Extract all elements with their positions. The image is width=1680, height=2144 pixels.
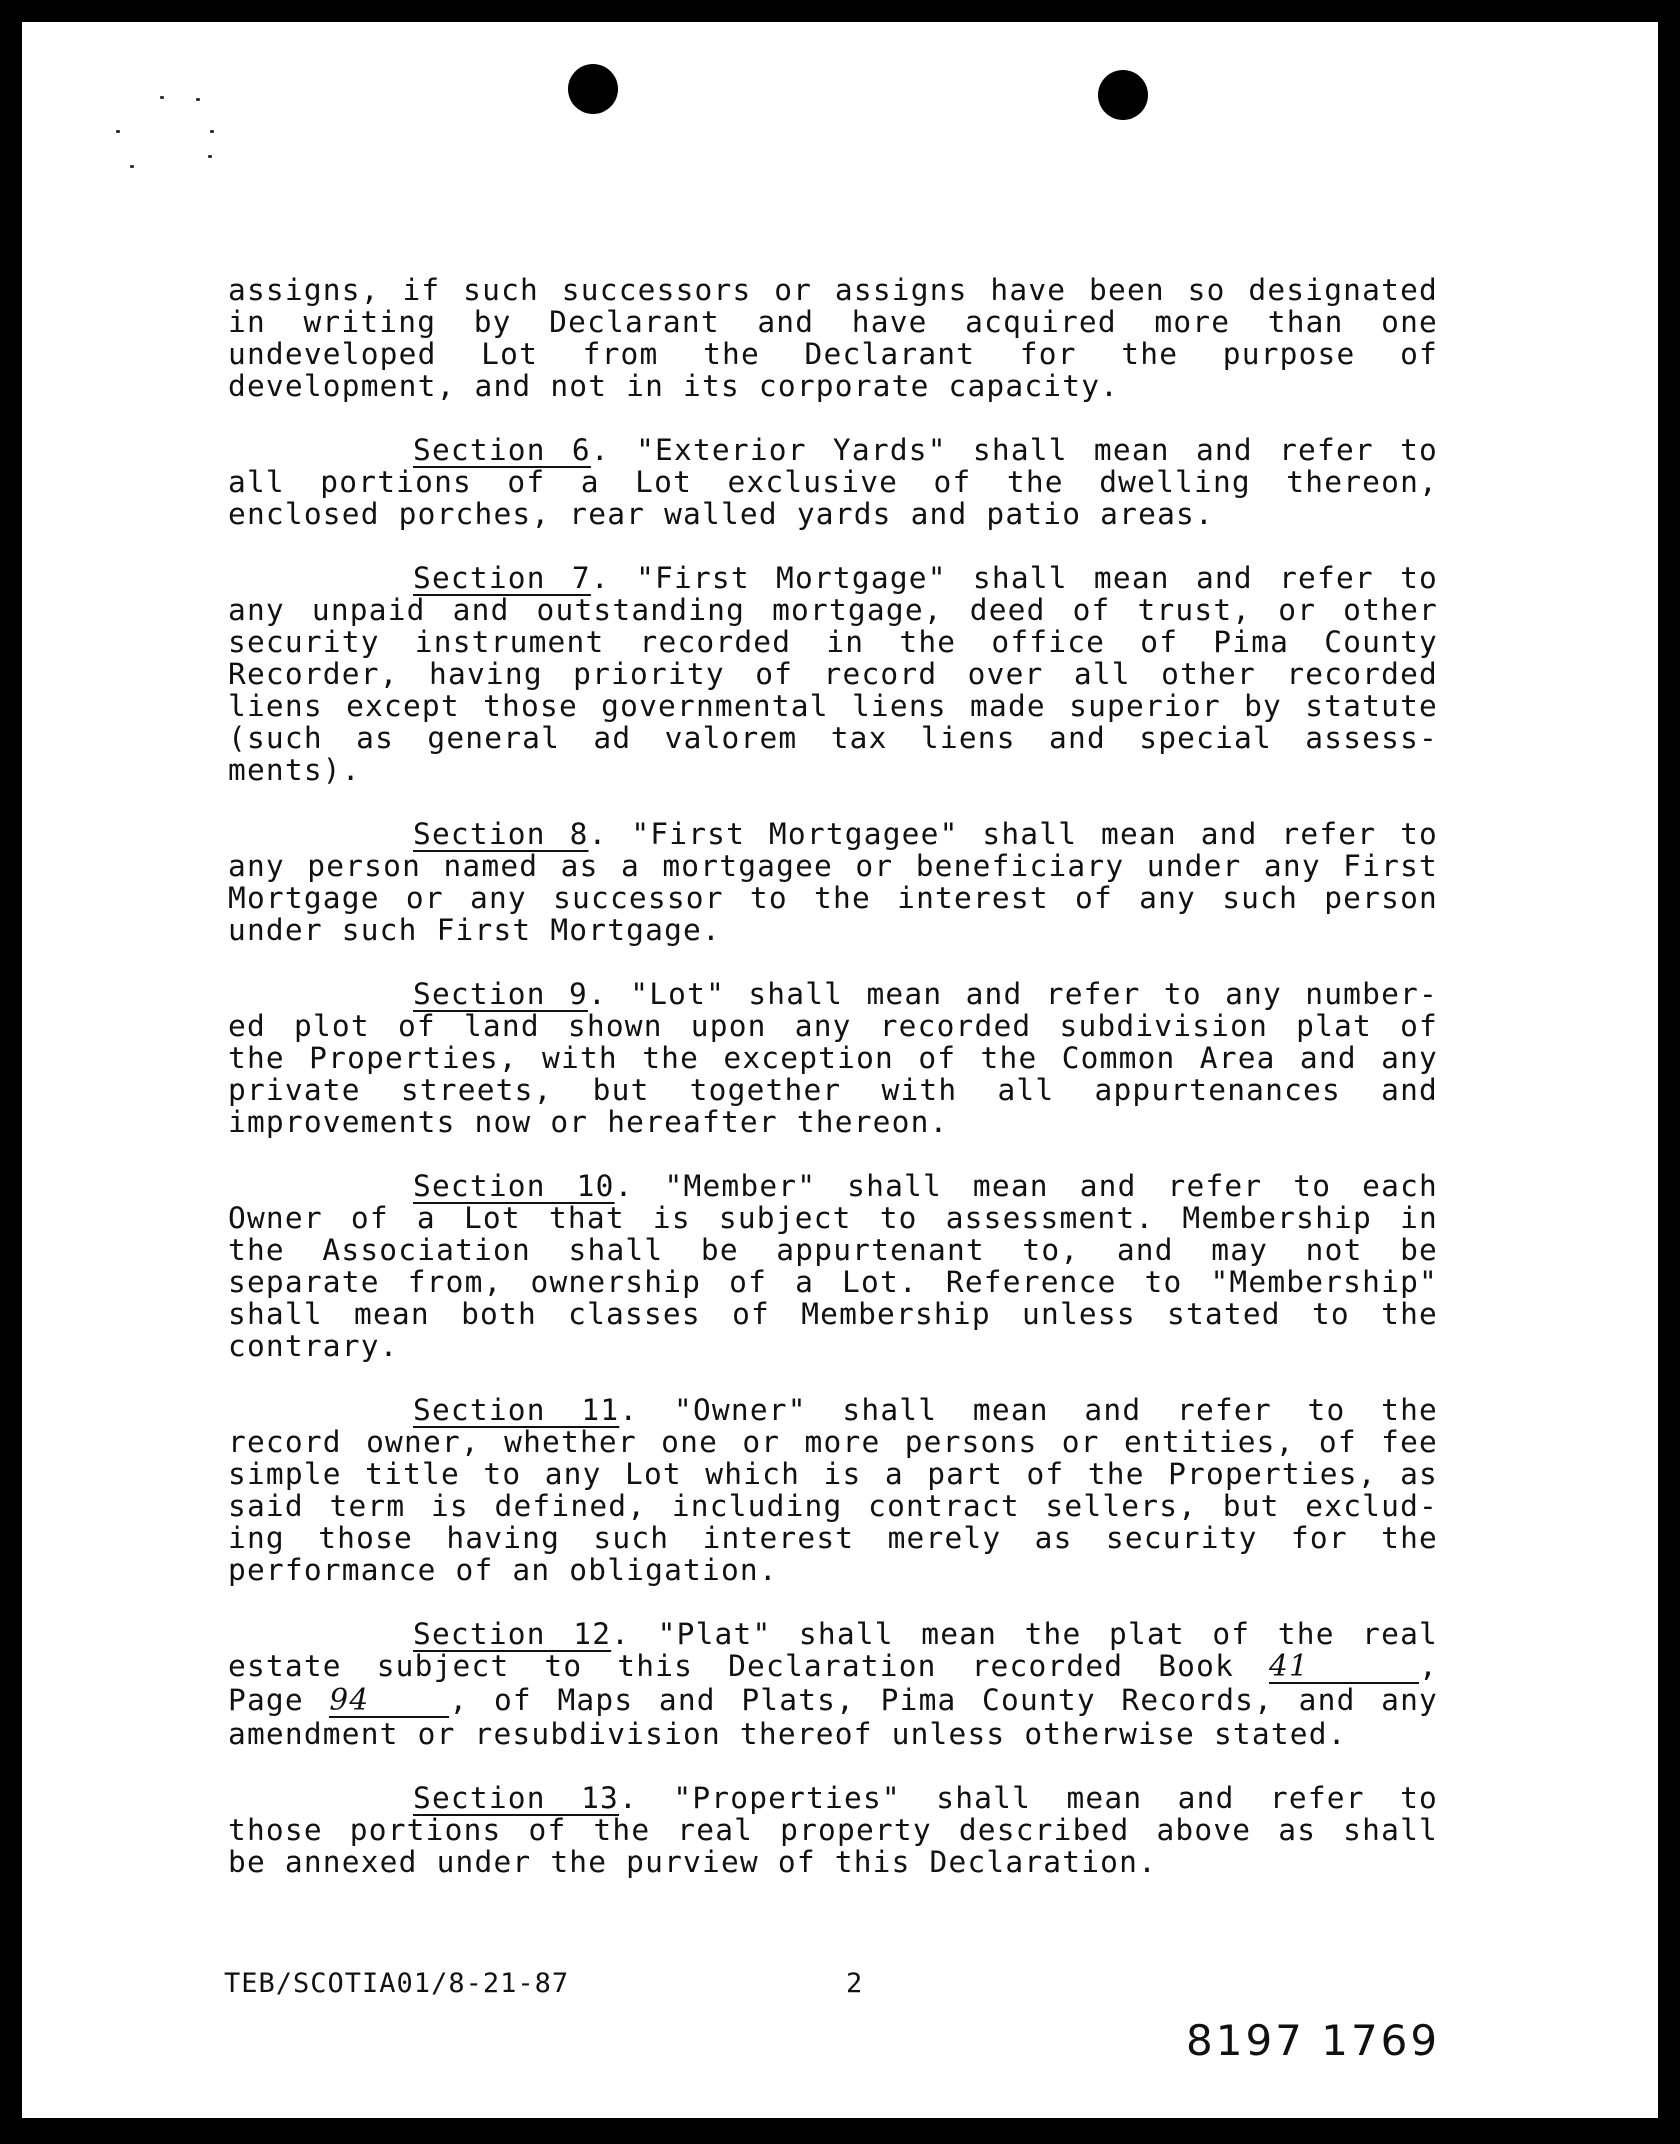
section-12 bbox=[228, 1618, 1438, 1750]
recording-stamp-number: 8197 1769 bbox=[1186, 2016, 1441, 2065]
section-lead: . "Member" shall mean and refer to each bbox=[614, 1169, 1439, 1203]
text-line: shall mean both classes of Membership unless stated to the bbox=[228, 1297, 1438, 1331]
section-13 bbox=[228, 1782, 1438, 1878]
text-line: enclosed porches, rear walled yards and patio areas. bbox=[228, 497, 1214, 531]
text-line: undeveloped Lot from the Declarant for the purpose of bbox=[228, 337, 1438, 371]
text-line: in writing by Declarant and have acquired more than one bbox=[228, 305, 1438, 339]
text-line: record owner, whether one or more persons or entities, of fee bbox=[228, 1425, 1438, 1459]
text-line: Owner of a Lot that is subject to assessment. Membership in bbox=[228, 1201, 1438, 1235]
text-fragment: , bbox=[1419, 1649, 1439, 1683]
text-line: amendment or resubdivision thereof unless otherwise stated. bbox=[228, 1717, 1347, 1751]
section-lead: . "Owner" shall mean and refer to the bbox=[619, 1393, 1438, 1427]
section-first-line bbox=[228, 434, 1438, 466]
scan-edge-right bbox=[1658, 0, 1680, 2144]
scan-speck bbox=[196, 98, 200, 101]
section-lead: . "Properties" shall mean and refer to bbox=[619, 1781, 1439, 1815]
text-line: liens except those governmental liens made superior by statute bbox=[228, 689, 1438, 723]
text-line: any person named as a mortgagee or beneficiary under any First bbox=[228, 849, 1438, 883]
section-8 bbox=[228, 818, 1438, 946]
scan-speck bbox=[210, 130, 214, 133]
text-line: development, and not in its corporate capacity. bbox=[228, 369, 1120, 403]
section-lead: . "Exterior Yards" shall mean and refer to bbox=[590, 433, 1438, 467]
text-line: assigns, if such successors or assigns have been so designated bbox=[228, 273, 1438, 307]
section-heading: Section 8 bbox=[413, 817, 589, 851]
text-line: said term is defined, including contract sellers, but exclud- bbox=[228, 1489, 1438, 1523]
text-line: separate from, ownership of a Lot. Reference to "Membership" bbox=[228, 1265, 1438, 1299]
section-lead: . "First Mortgage" shall mean and refer to bbox=[590, 561, 1438, 595]
footer-document-code: TEB/SCOTIA01/8-21-87 bbox=[224, 1968, 570, 1999]
scan-edge-top bbox=[0, 0, 1680, 22]
section-first-line bbox=[228, 978, 1438, 1010]
text-line: be annexed under the purview of this Declaration. bbox=[228, 1845, 1158, 1879]
scan-speck bbox=[116, 130, 120, 133]
section-first-line bbox=[228, 1618, 1438, 1650]
text-line: Mortgage or any successor to the interest of any such person bbox=[228, 881, 1438, 915]
text-line: the Properties, with the exception of the Common Area and any bbox=[228, 1041, 1438, 1075]
text-line: ed plot of land shown upon any recorded subdivision plat of bbox=[228, 1009, 1438, 1043]
text-line bbox=[228, 1650, 1438, 1684]
text-line: under such First Mortgage. bbox=[228, 913, 721, 947]
section-heading: Section 11 bbox=[413, 1393, 620, 1427]
section-first-line bbox=[228, 818, 1438, 850]
text-line: those portions of the real property described above as shall bbox=[228, 1813, 1438, 1847]
section-7 bbox=[228, 562, 1438, 786]
section-10 bbox=[228, 1170, 1438, 1362]
text-line: ments). bbox=[228, 753, 361, 787]
text-line: security instrument recorded in the office of Pima County bbox=[228, 625, 1438, 659]
footer-page-number: 2 bbox=[846, 1968, 863, 1999]
section-first-line bbox=[228, 1170, 1438, 1202]
document-body bbox=[228, 274, 1438, 1910]
text-line: performance of an obligation. bbox=[228, 1553, 778, 1587]
text-line: private streets, but together with all appurtenances and bbox=[228, 1073, 1438, 1107]
text-line: all portions of a Lot exclusive of the dwelling thereon, bbox=[228, 465, 1438, 499]
text-fragment: estate subject to this Declaration recorded Book bbox=[228, 1649, 1235, 1683]
text-line: the Association shall be appurtenant to, and may not be bbox=[228, 1233, 1438, 1267]
book-number-handwritten: 41 bbox=[1269, 1650, 1419, 1684]
paragraph-assigns bbox=[228, 274, 1438, 402]
scan-speck bbox=[208, 155, 212, 158]
section-heading: Section 10 bbox=[413, 1169, 615, 1203]
punch-hole-left bbox=[568, 64, 618, 114]
punch-hole-right bbox=[1098, 70, 1148, 120]
text-line: ing those having such interest merely as security for the bbox=[228, 1521, 1438, 1555]
text-line: any unpaid and outstanding mortgage, deed of trust, or other bbox=[228, 593, 1438, 627]
section-11 bbox=[228, 1394, 1438, 1586]
section-heading: Section 6 bbox=[413, 433, 591, 467]
section-first-line bbox=[228, 1394, 1438, 1426]
scan-speck bbox=[130, 165, 134, 168]
section-lead: . "First Mortgagee" shall mean and refer to bbox=[588, 817, 1438, 851]
section-first-line bbox=[228, 562, 1438, 594]
scan-edge-left bbox=[0, 0, 22, 2144]
text-line: (such as general ad valorem tax liens and special assess- bbox=[228, 721, 1438, 755]
section-6 bbox=[228, 434, 1438, 530]
text-fragment: Page bbox=[228, 1683, 304, 1717]
section-heading: Section 7 bbox=[413, 561, 591, 595]
section-9 bbox=[228, 978, 1438, 1138]
section-lead: . "Lot" shall mean and refer to any number- bbox=[587, 977, 1438, 1011]
text-line: contrary. bbox=[228, 1329, 399, 1363]
text-line: Recorder, having priority of record over all other recorded bbox=[228, 657, 1438, 691]
scan-edge-bottom bbox=[0, 2118, 1680, 2144]
section-first-line bbox=[228, 1782, 1438, 1814]
section-heading: Section 13 bbox=[413, 1781, 620, 1815]
text-line: improvements now or hereafter thereon. bbox=[228, 1105, 949, 1139]
text-line: simple title to any Lot which is a part of the Properties, as bbox=[228, 1457, 1438, 1491]
scan-speck bbox=[160, 96, 164, 99]
section-heading: Section 9 bbox=[413, 977, 588, 1011]
text-fragment: , of Maps and Plats, Pima County Records, and any bbox=[449, 1683, 1438, 1717]
text-line bbox=[228, 1684, 1438, 1718]
section-heading: Section 12 bbox=[413, 1617, 612, 1651]
section-lead: . "Plat" shall mean the plat of the real bbox=[611, 1617, 1439, 1651]
page-number-handwritten: 94 bbox=[329, 1684, 449, 1718]
